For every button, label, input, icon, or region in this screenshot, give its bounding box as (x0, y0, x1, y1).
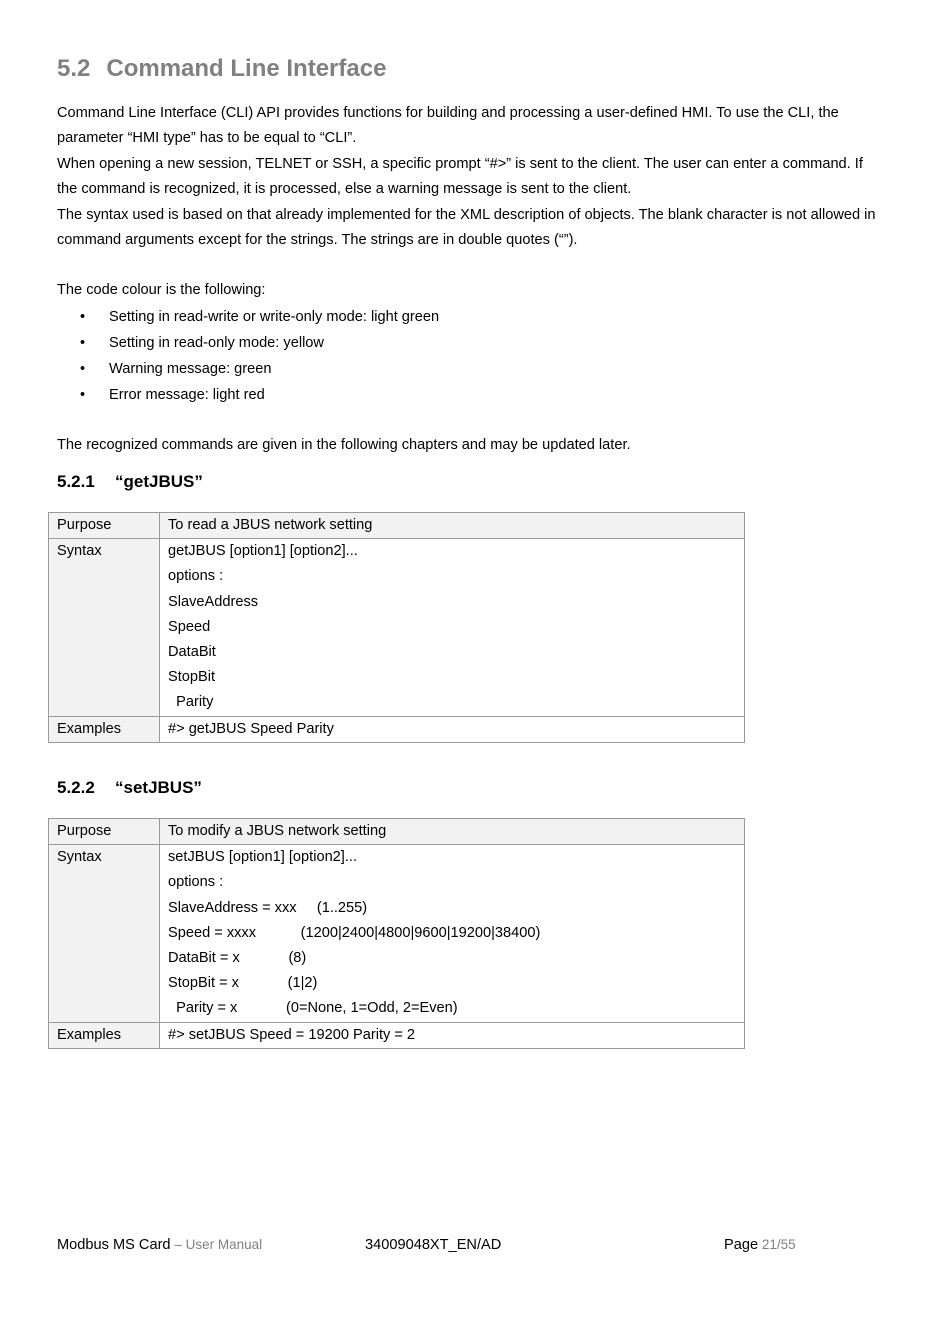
syntax-line: Parity = x (0=None, 1=Odd, 2=Even) (168, 1000, 458, 1017)
purpose-label: Purpose (49, 513, 160, 539)
subsection-heading-getjbus (57, 471, 203, 493)
footer-page (724, 1235, 796, 1255)
syntax-line: SlaveAddress = xxx (1..255) (168, 899, 368, 916)
intro-paragraph: Command Line Interface (CLI) API provides functions for building and processing a user-defined HMI. To use the CLI, the parameter “HMI type” has to be equal to “CLI”. (57, 105, 839, 147)
closing-text: The recognized commands are given in the following chapters and may be updated later. (57, 436, 631, 453)
command-table-setjbus (48, 818, 745, 1049)
section-number: 5.2 (57, 55, 91, 82)
footer-product (57, 1235, 262, 1255)
table-row (49, 1022, 745, 1048)
syntax-line: DataBit = x (8) (168, 950, 307, 967)
table-row (49, 539, 745, 716)
syntax-line: Parity (168, 694, 214, 711)
colour-list (57, 304, 887, 408)
list-item: • Setting in read-write or write-only mode: light green (57, 304, 887, 330)
footer-page-number: 21/55 (758, 1237, 796, 1252)
list-item: • Setting in read-only mode: yellow (57, 330, 887, 356)
purpose-value: To read a JBUS network setting (160, 513, 745, 539)
command-table-getjbus (48, 512, 745, 743)
syntax-line: options : (168, 568, 224, 585)
subsection-title: “setJBUS” (115, 778, 202, 797)
colour-intro: The code colour is the following: (57, 282, 266, 299)
section-title: Command Line Interface (106, 55, 387, 82)
syntax-line: setJBUS [option1] [option2]... (168, 849, 358, 866)
subsection-title: “getJBUS” (115, 472, 203, 491)
table-row (49, 513, 745, 539)
table-row (49, 845, 745, 1022)
list-item: • Warning message: green (57, 356, 887, 382)
footer-manual-label: – User Manual (170, 1237, 263, 1252)
section-heading (57, 52, 386, 86)
syntax-line: Speed = xxxx (1200|2400|4800|9600|19200|38400) (168, 924, 541, 941)
subsection-heading-setjbus (57, 777, 202, 799)
syntax-line: SlaveAddress (168, 593, 259, 610)
example-value: #> getJBUS Speed Parity (160, 716, 745, 742)
footer-page-label: Page (724, 1237, 759, 1253)
footer-doc-id: 34009048XT_EN/AD (365, 1237, 502, 1253)
spacer (57, 408, 887, 433)
examples-label: Examples (49, 1022, 160, 1048)
table-row (49, 716, 745, 742)
syntax-value (160, 539, 745, 716)
spacer (57, 253, 887, 278)
syntax-value (160, 845, 745, 1022)
subsection-number: 5.2.1 (57, 472, 95, 491)
intro-paragraph: The syntax used is based on that already implemented for the XML description of objects. The blank character is not allowed in command arguments except for the strings. The strings are in double quotes (“”). (57, 206, 876, 249)
syntax-label: Syntax (49, 539, 160, 716)
syntax-label: Syntax (49, 845, 160, 1022)
subsection-number: 5.2.2 (57, 778, 95, 797)
table-row (49, 819, 745, 845)
purpose-value: To modify a JBUS network setting (160, 819, 745, 845)
syntax-line: getJBUS [option1] [option2]... (168, 543, 358, 560)
footer-product-name: Modbus MS Card (57, 1237, 171, 1253)
examples-label: Examples (49, 716, 160, 742)
syntax-line: StopBit (168, 669, 216, 686)
syntax-line: DataBit (168, 644, 216, 661)
purpose-label: Purpose (49, 819, 160, 845)
syntax-line: StopBit = x (1|2) (168, 975, 318, 992)
intro-text (57, 101, 887, 458)
syntax-line: options : (168, 874, 224, 891)
syntax-line: Speed (168, 618, 211, 635)
list-item: • Error message: light red (57, 382, 887, 408)
example-value: #> setJBUS Speed = 19200 Parity = 2 (160, 1022, 745, 1048)
intro-paragraph: When opening a new session, TELNET or SSH, a specific prompt “#>” is sent to the client. The user can enter a command. If the command is recognized, it is processed, else a warning message is sent to the client. (57, 155, 863, 198)
